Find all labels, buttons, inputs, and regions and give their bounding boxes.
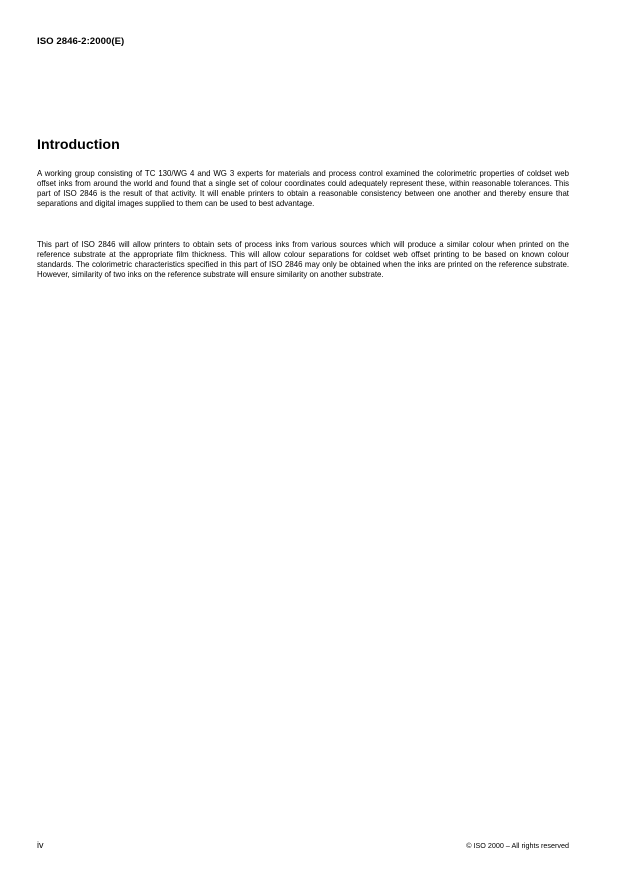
section-title: Introduction — [37, 137, 120, 153]
intro-paragraph-1: A working group consisting of TC 130/WG 4 and WG 3 experts for materials and process control examined the colorimetric properties of coldset web offset inks from around the world and found that a single set of colour coordinates could adequately represent these, within reasonable tolerances. This part of ISO 2846 is the result of that activity. It will enable printers to obtain a reasonable consistency between one another and thereby ensure that separations and digital images supplied to them can be used to best advantage. — [37, 169, 569, 209]
copyright-notice: © ISO 2000 – All rights reserved — [466, 841, 569, 850]
page-number: iv — [37, 840, 44, 850]
intro-paragraph-2: This part of ISO 2846 will allow printers to obtain sets of process inks from various sources which will produce a similar colour when printed on the reference substrate at the appropriate film thickness. This will allow colour separations for coldset web offset printing to be based on known colour standards. The colorimetric characteristics specified in this part of ISO 2846 may only be obtained when the inks are printed on the reference substrate. However, similarity of two inks on the reference substrate will ensure similarity on another substrate. — [37, 240, 569, 280]
document-id-header: ISO 2846-2:2000(E) — [37, 36, 125, 47]
